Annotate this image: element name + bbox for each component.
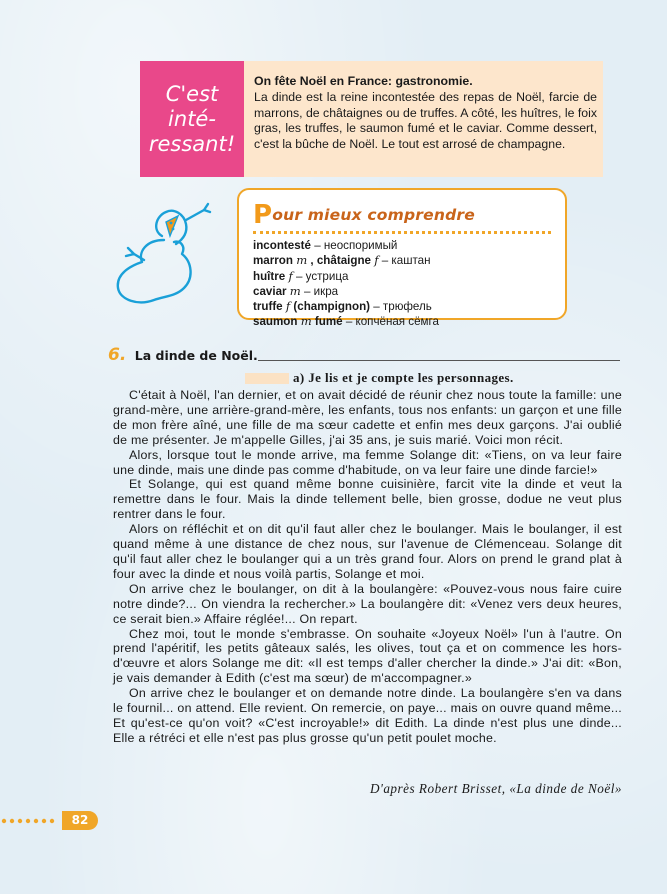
- page-number: 82: [62, 811, 98, 830]
- vocab-dotted-divider: [253, 231, 551, 234]
- source-citation: D'après Robert Brisset, «La dinde de Noël»: [369, 781, 622, 796]
- section-divider: [258, 360, 620, 361]
- vocab-list: [253, 238, 555, 330]
- vocab-translation: – устрица: [295, 269, 349, 283]
- vocab-grammar: m: [296, 253, 308, 268]
- vocab-term: huître: [253, 269, 286, 283]
- vocab-grammar: f: [288, 268, 293, 283]
- vocab-row: [253, 284, 555, 299]
- vocab-term: saumon: [253, 315, 298, 329]
- vocab-translation: – трюфель: [373, 300, 432, 314]
- story-paragraph: Chez moi, tout le monde s'embrasse. On souhaite «Joyeux Noël» l'un à l'autre. On prend l'apéritif, les petits gâteaux salés, les olives, tout ça et on commence les hors-d'œuvre et alors Solange me dit: «Il est temps d'aller chercher la dinde.» J'ai dit: «Bon, je vais demander à Edith (c'est ma sœur) de m'accompagner.»: [113, 626, 622, 686]
- vocab-term: marron: [253, 254, 293, 268]
- page-number-dots: [0, 816, 64, 826]
- tag-line: C'est: [165, 81, 219, 106]
- vocab-translation: – икра: [304, 284, 339, 298]
- info-heading: On fête Noël en France: gastronomie.: [254, 74, 473, 88]
- story-paragraph: Alors on réfléchit et on dit qu'il faut aller chez le boulanger. Mais le boulanger, il est quand même à une distance de chez nous, sur l'avenue de Clémenceau. Solange dit qu'il faut aller chez le boulanger qui a un très grand four. Alors on prend le grand plat à four avec la dinde et nous voilà partis, Solange et moi.: [113, 522, 622, 581]
- vocab-grammar: m: [300, 314, 312, 329]
- tag-line: inté-: [168, 106, 216, 131]
- vocab-term: incontesté: [253, 239, 311, 252]
- story-paragraph: On arrive chez le boulanger et on demande notre dinde. La boulangère s'en va dans le fournil... on attend. Elle revient. On remercie, on paye... mais on ouvre quand même... Et qu'est-ce qu'on voit? «C'est incroyable!» dit Edith. La dinde n'est plus une dinde... Elle a rétréci et elle n'est pas plus grosse qu'un petit poulet moche.: [113, 686, 622, 745]
- task-highlight: [245, 373, 289, 384]
- info-text: La dinde est la reine incontestée des repas de Noël, farcie de marrons, de châtaignes ou de truffes. A côté, les huîtres, le foix gras, les truffes, le saumon fumé et le caviar. Comme dessert, c'est la bûche de Noël. Le tout est arrosé de champagne.: [254, 89, 597, 152]
- vocab-row: [253, 238, 555, 253]
- info-box: [140, 61, 603, 177]
- section-number: 6.: [108, 345, 127, 365]
- story-paragraph: Et Solange, qui est quand même bonne cuisinière, farcit vite la dinde et veut la remettre dans le four. Mais la dinde tellement belle, bien grosse, dodue ne veut plus rentrer dans le four.: [113, 477, 622, 522]
- info-panel: [244, 61, 603, 177]
- section-title: La dinde de Noël.: [134, 348, 258, 363]
- vocab-row: [253, 269, 555, 284]
- vocab-grammar: f: [374, 253, 379, 268]
- vocab-grammar: f: [285, 299, 291, 314]
- vocab-term: truffe: [253, 300, 283, 314]
- story-paragraph: On arrive chez le boulanger, on dit à la boulangère: «Pouvez-vous nous faire cuire notre dinde?... On viendra la rechercher.» La boulangère dit: «Venez vers deux heures, ce serait bien.» Affaire réglée!... On repart.: [113, 581, 622, 626]
- vocab-title-rest: our mieux comprendre: [272, 206, 475, 224]
- story-text: [113, 388, 622, 746]
- vocab-title-cap: P: [253, 200, 273, 230]
- vocab-translation: – каштан: [381, 254, 431, 268]
- snowman-illustration: [104, 196, 224, 308]
- vocab-term-extra: (champignon): [293, 300, 371, 314]
- cest-interessant-tag: [140, 61, 244, 177]
- vocab-row: [253, 299, 555, 314]
- vocab-row: [253, 314, 555, 329]
- vocab-translation: – неоспоримый: [314, 239, 398, 252]
- story-paragraph: C'était à Noël, l'an dernier, et on avait décidé de réunir chez nous toute la famille: une grand-mère, une arrière-grand-mère, les enfants, tous nos enfants: un garçon et une fille de mon frère aîné, une fille de ma sœur cadette et enfin mes deux garçons. J'ai oublié de me présenter. Je m'appelle Gilles, j'ai 35 ans, je suis marié. Voici mon récit.: [113, 388, 622, 447]
- vocab-term: caviar: [253, 284, 287, 298]
- tag-line: ressant!: [148, 131, 236, 156]
- vocab-term-extra: , châtaigne: [310, 254, 371, 268]
- vocab-translation: – копчёная сёмга: [345, 315, 439, 329]
- vocab-title: [253, 200, 555, 230]
- vocab-row: [253, 253, 555, 268]
- vocab-term-extra: fumé: [314, 315, 343, 329]
- vocabulary-box: [237, 188, 567, 329]
- task-instruction: a) Je lis et je compte les personnages.: [293, 370, 514, 385]
- section-header: [108, 345, 620, 365]
- vocab-grammar: m: [289, 283, 301, 298]
- story-paragraph: Alors, lorsque tout le monde arrive, ma femme Solange dit: «Tiens, on va leur faire une dinde, mais une dinde pas comme d'habitude, on va leur faire une dinde farcie!»: [113, 447, 622, 477]
